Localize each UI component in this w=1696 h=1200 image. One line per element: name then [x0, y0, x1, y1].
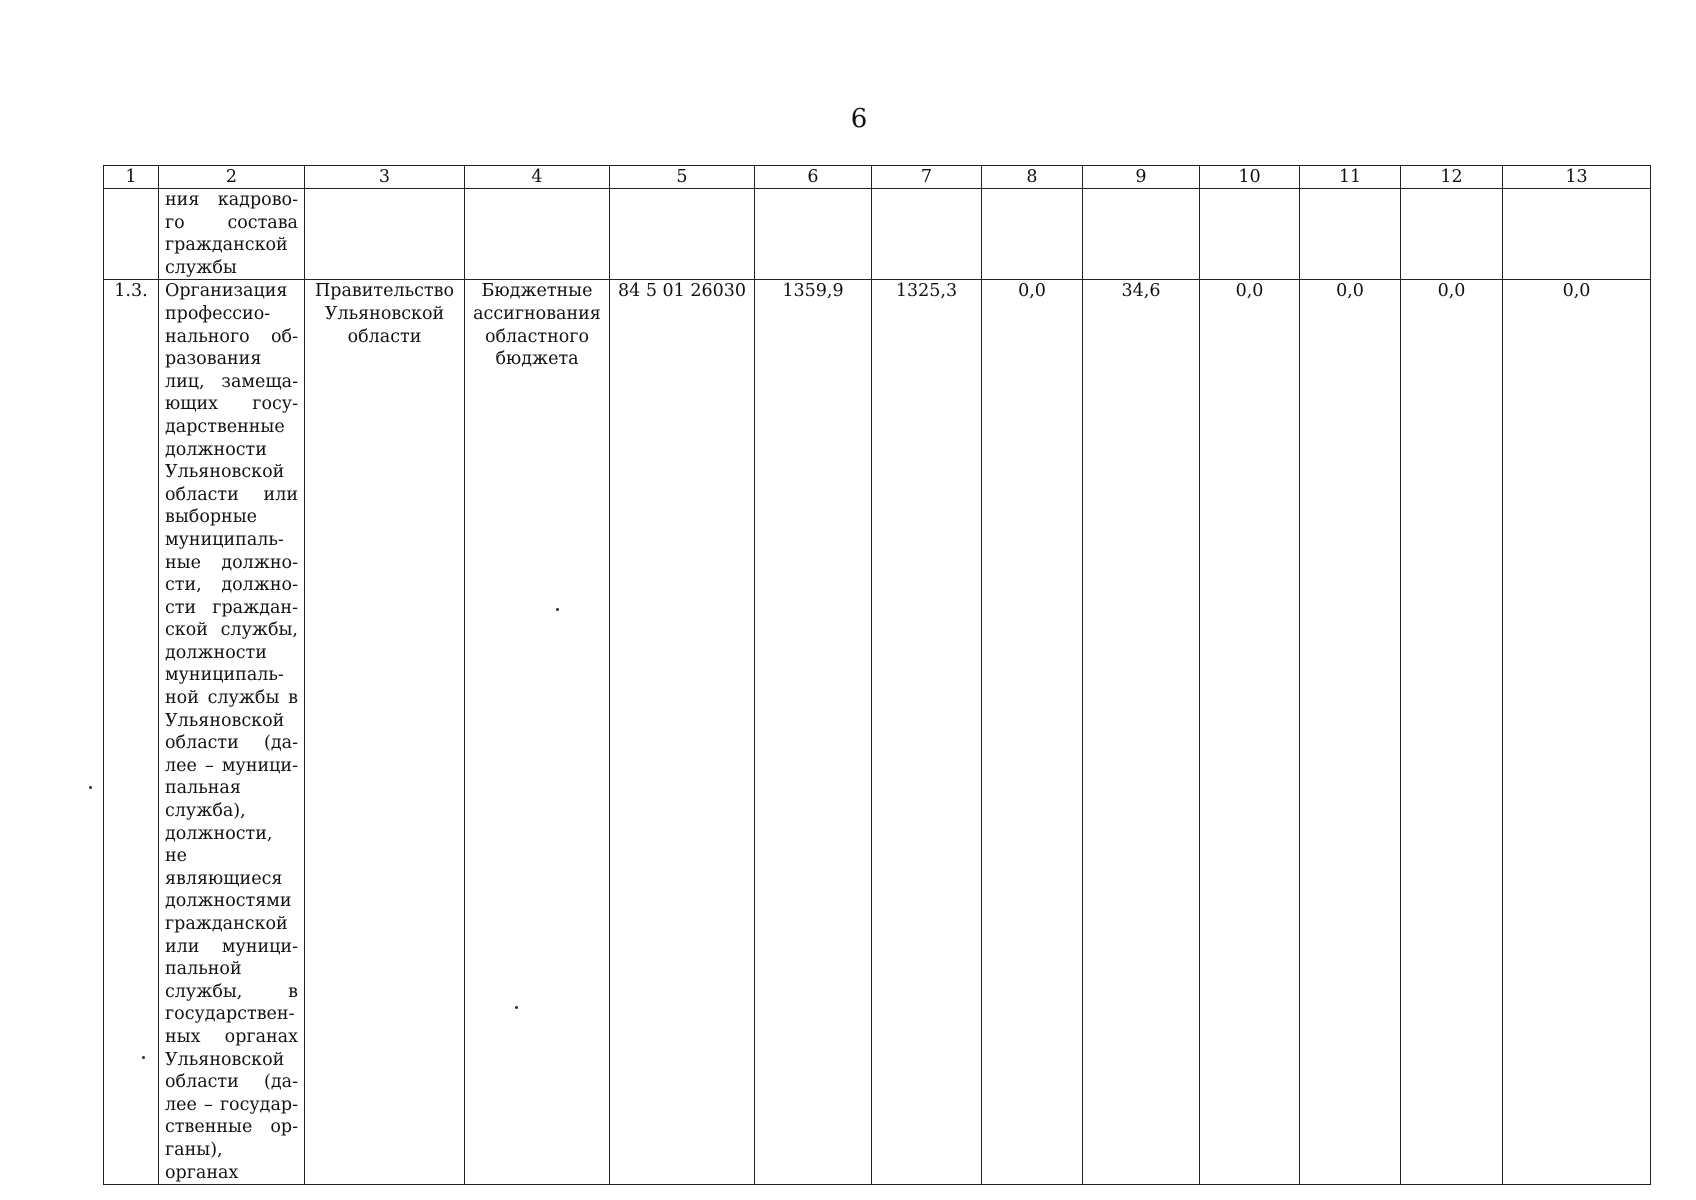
continued-text: ния кадрово-го состава гражданской службы [159, 189, 305, 280]
activity-name: Организация профессио-нального об-разования лиц, замеща-ющих госу-дарственные должности Ульяновской области или выборные муниципаль-ные должно-сти, должно-сти граждан-ской службы, должности муниципаль-ной службы в Ульяновской области (да-лее – муници-пальная служба), должности, не являющиеся должностями гражданской или муници-пальной службы, в государствен-ных органах Ульяновской области (да-лее – государ-ственные ор-ганы), органах [159, 280, 305, 1185]
value-cell: 0,0 [982, 280, 1083, 1185]
page-number: 6 [850, 104, 868, 134]
budget-code: 84 5 01 26030 [610, 280, 755, 1185]
table-row-continuation [104, 189, 1651, 280]
executor: Правительство Ульяновской области [305, 280, 465, 1185]
column-header: 6 [755, 166, 872, 189]
budget-table [103, 165, 1651, 1185]
scan-speck [89, 786, 92, 789]
funding-source: Бюджетные ассигнования областного бюджета [465, 280, 610, 1185]
value-cell: 0,0 [1401, 280, 1503, 1185]
row-number: 1.3. [104, 280, 159, 1185]
column-header: 10 [1200, 166, 1300, 189]
table-row [104, 280, 1651, 1185]
column-header: 8 [982, 166, 1083, 189]
value-cell: 0,0 [1200, 280, 1300, 1185]
value-cell: 1359,9 [755, 280, 872, 1185]
value-cell: 1325,3 [872, 280, 982, 1185]
column-header: 1 [104, 166, 159, 189]
value-cell: 0,0 [1503, 280, 1651, 1185]
column-header: 5 [610, 166, 755, 189]
column-header: 13 [1503, 166, 1651, 189]
column-header: 11 [1300, 166, 1401, 189]
column-header: 2 [159, 166, 305, 189]
column-header: 7 [872, 166, 982, 189]
scan-speck [556, 608, 559, 611]
column-header: 4 [465, 166, 610, 189]
value-cell: 0,0 [1300, 280, 1401, 1185]
column-header: 3 [305, 166, 465, 189]
value-cell: 34,6 [1083, 280, 1200, 1185]
column-number-row [104, 166, 1651, 189]
scan-speck [515, 1006, 518, 1009]
column-header: 9 [1083, 166, 1200, 189]
scan-speck [142, 1056, 145, 1059]
column-header: 12 [1401, 166, 1503, 189]
